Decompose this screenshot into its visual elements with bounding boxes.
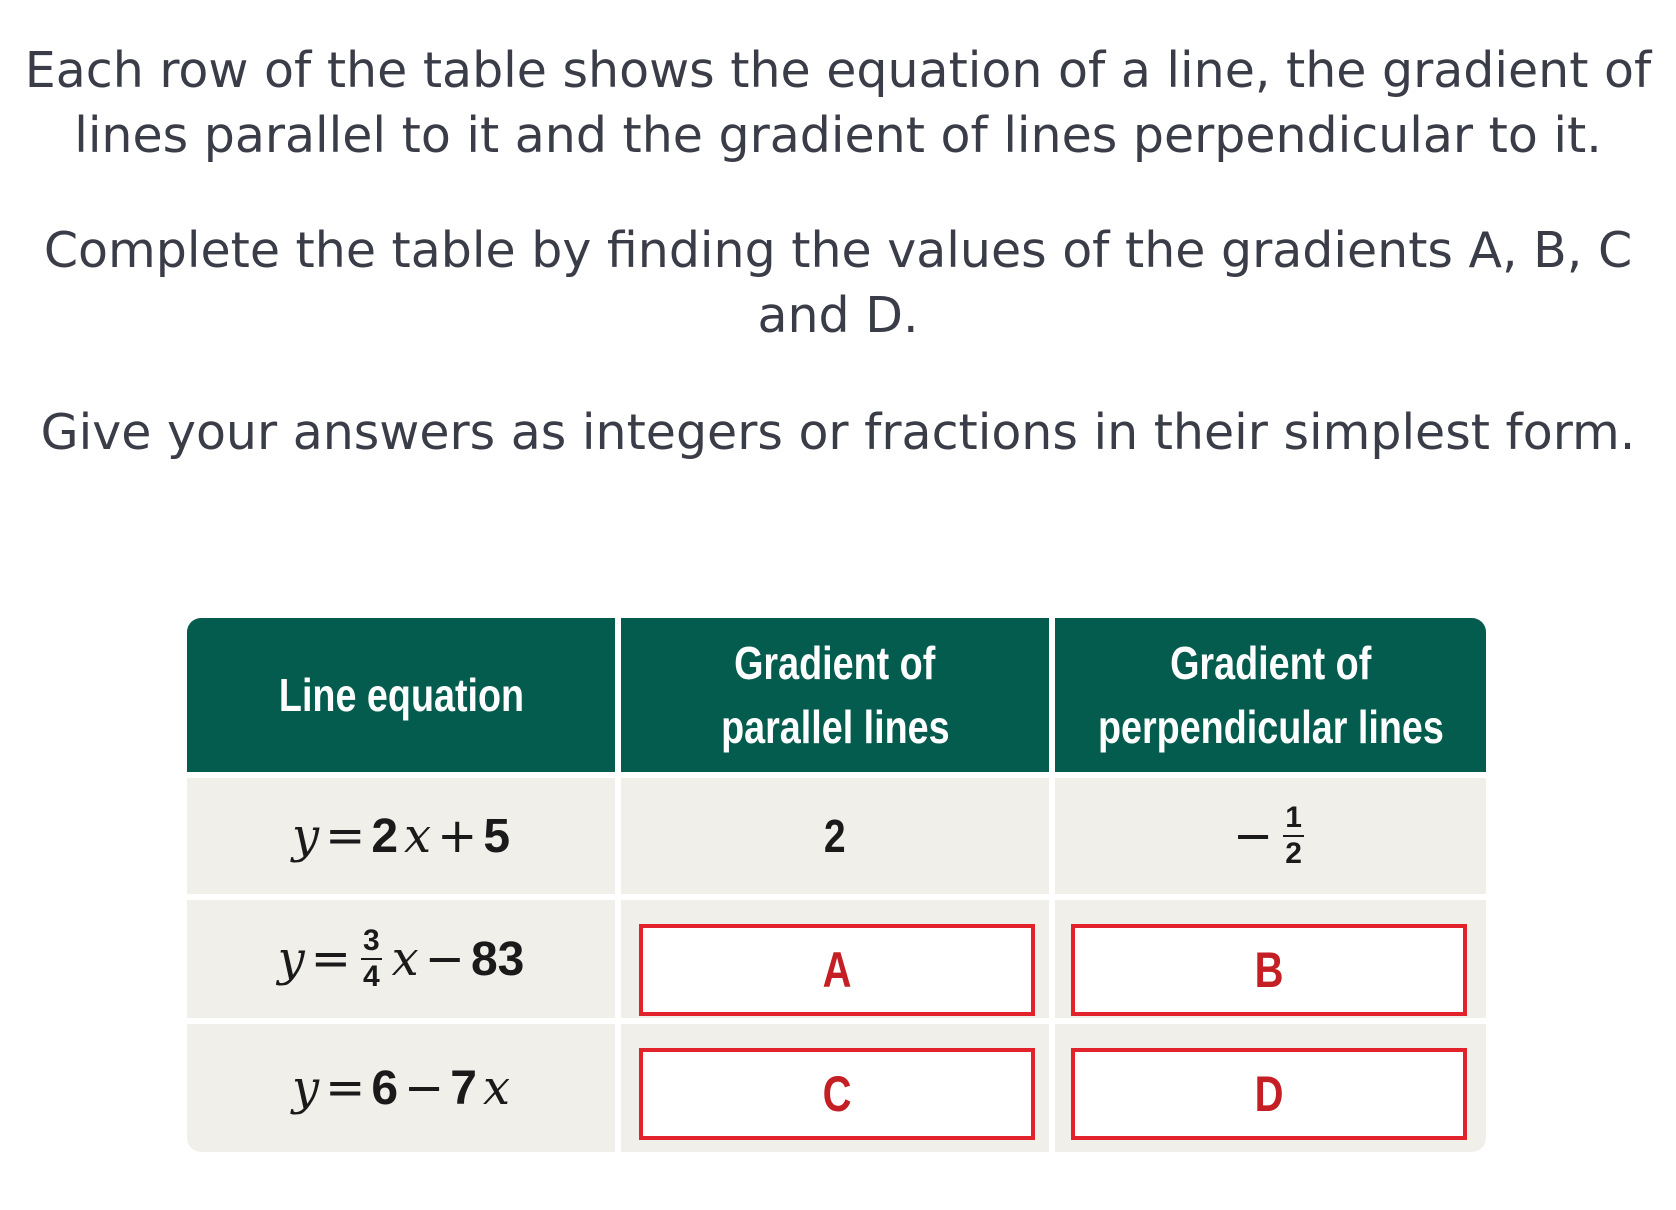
header-parallel-gradient: Gradient of parallel lines <box>621 618 1049 772</box>
gradients-table <box>187 618 1486 1152</box>
equation-row-2: y = $\frac{3}{4}$ x − 83 <box>277 924 525 993</box>
instruction-paragraph-1: Each row of the table shows the equation of a line, the gradient of lines parallel to it and the gradient of lines perpendicular to it. <box>24 42 1652 164</box>
equation-row-3: y = 6 − 7 x <box>291 1060 511 1116</box>
fraction: $\frac{3}{4}$ <box>362 924 380 993</box>
row-1-equation <box>187 778 615 894</box>
equation-row-1: y = 2 x + 5 <box>291 808 511 864</box>
row-3-equation <box>187 1024 615 1152</box>
row-1-perpendicular-gradient: − $\frac{1}{2}$ <box>1055 778 1486 894</box>
answer-box-b[interactable]: B <box>1071 924 1467 1016</box>
header-perpendicular-gradient: Gradient of perpendicular lines <box>1055 618 1486 772</box>
fraction: $\frac{1}{2}$ <box>1285 801 1302 870</box>
header-line-equation: Line equation <box>187 618 615 772</box>
instruction-paragraph-3: Give your answers as integers or fractions in their simplest form. <box>40 404 1636 461</box>
instruction-paragraph-2: Complete the table by finding the values of the gradients A, B, C and D. <box>43 222 1633 344</box>
row-1-parallel-gradient: 2 <box>621 778 1049 894</box>
answer-box-c[interactable]: C <box>639 1048 1035 1140</box>
answer-box-d[interactable]: D <box>1071 1048 1467 1140</box>
answer-box-a[interactable]: A <box>639 924 1035 1016</box>
row-2-equation <box>187 900 615 1018</box>
